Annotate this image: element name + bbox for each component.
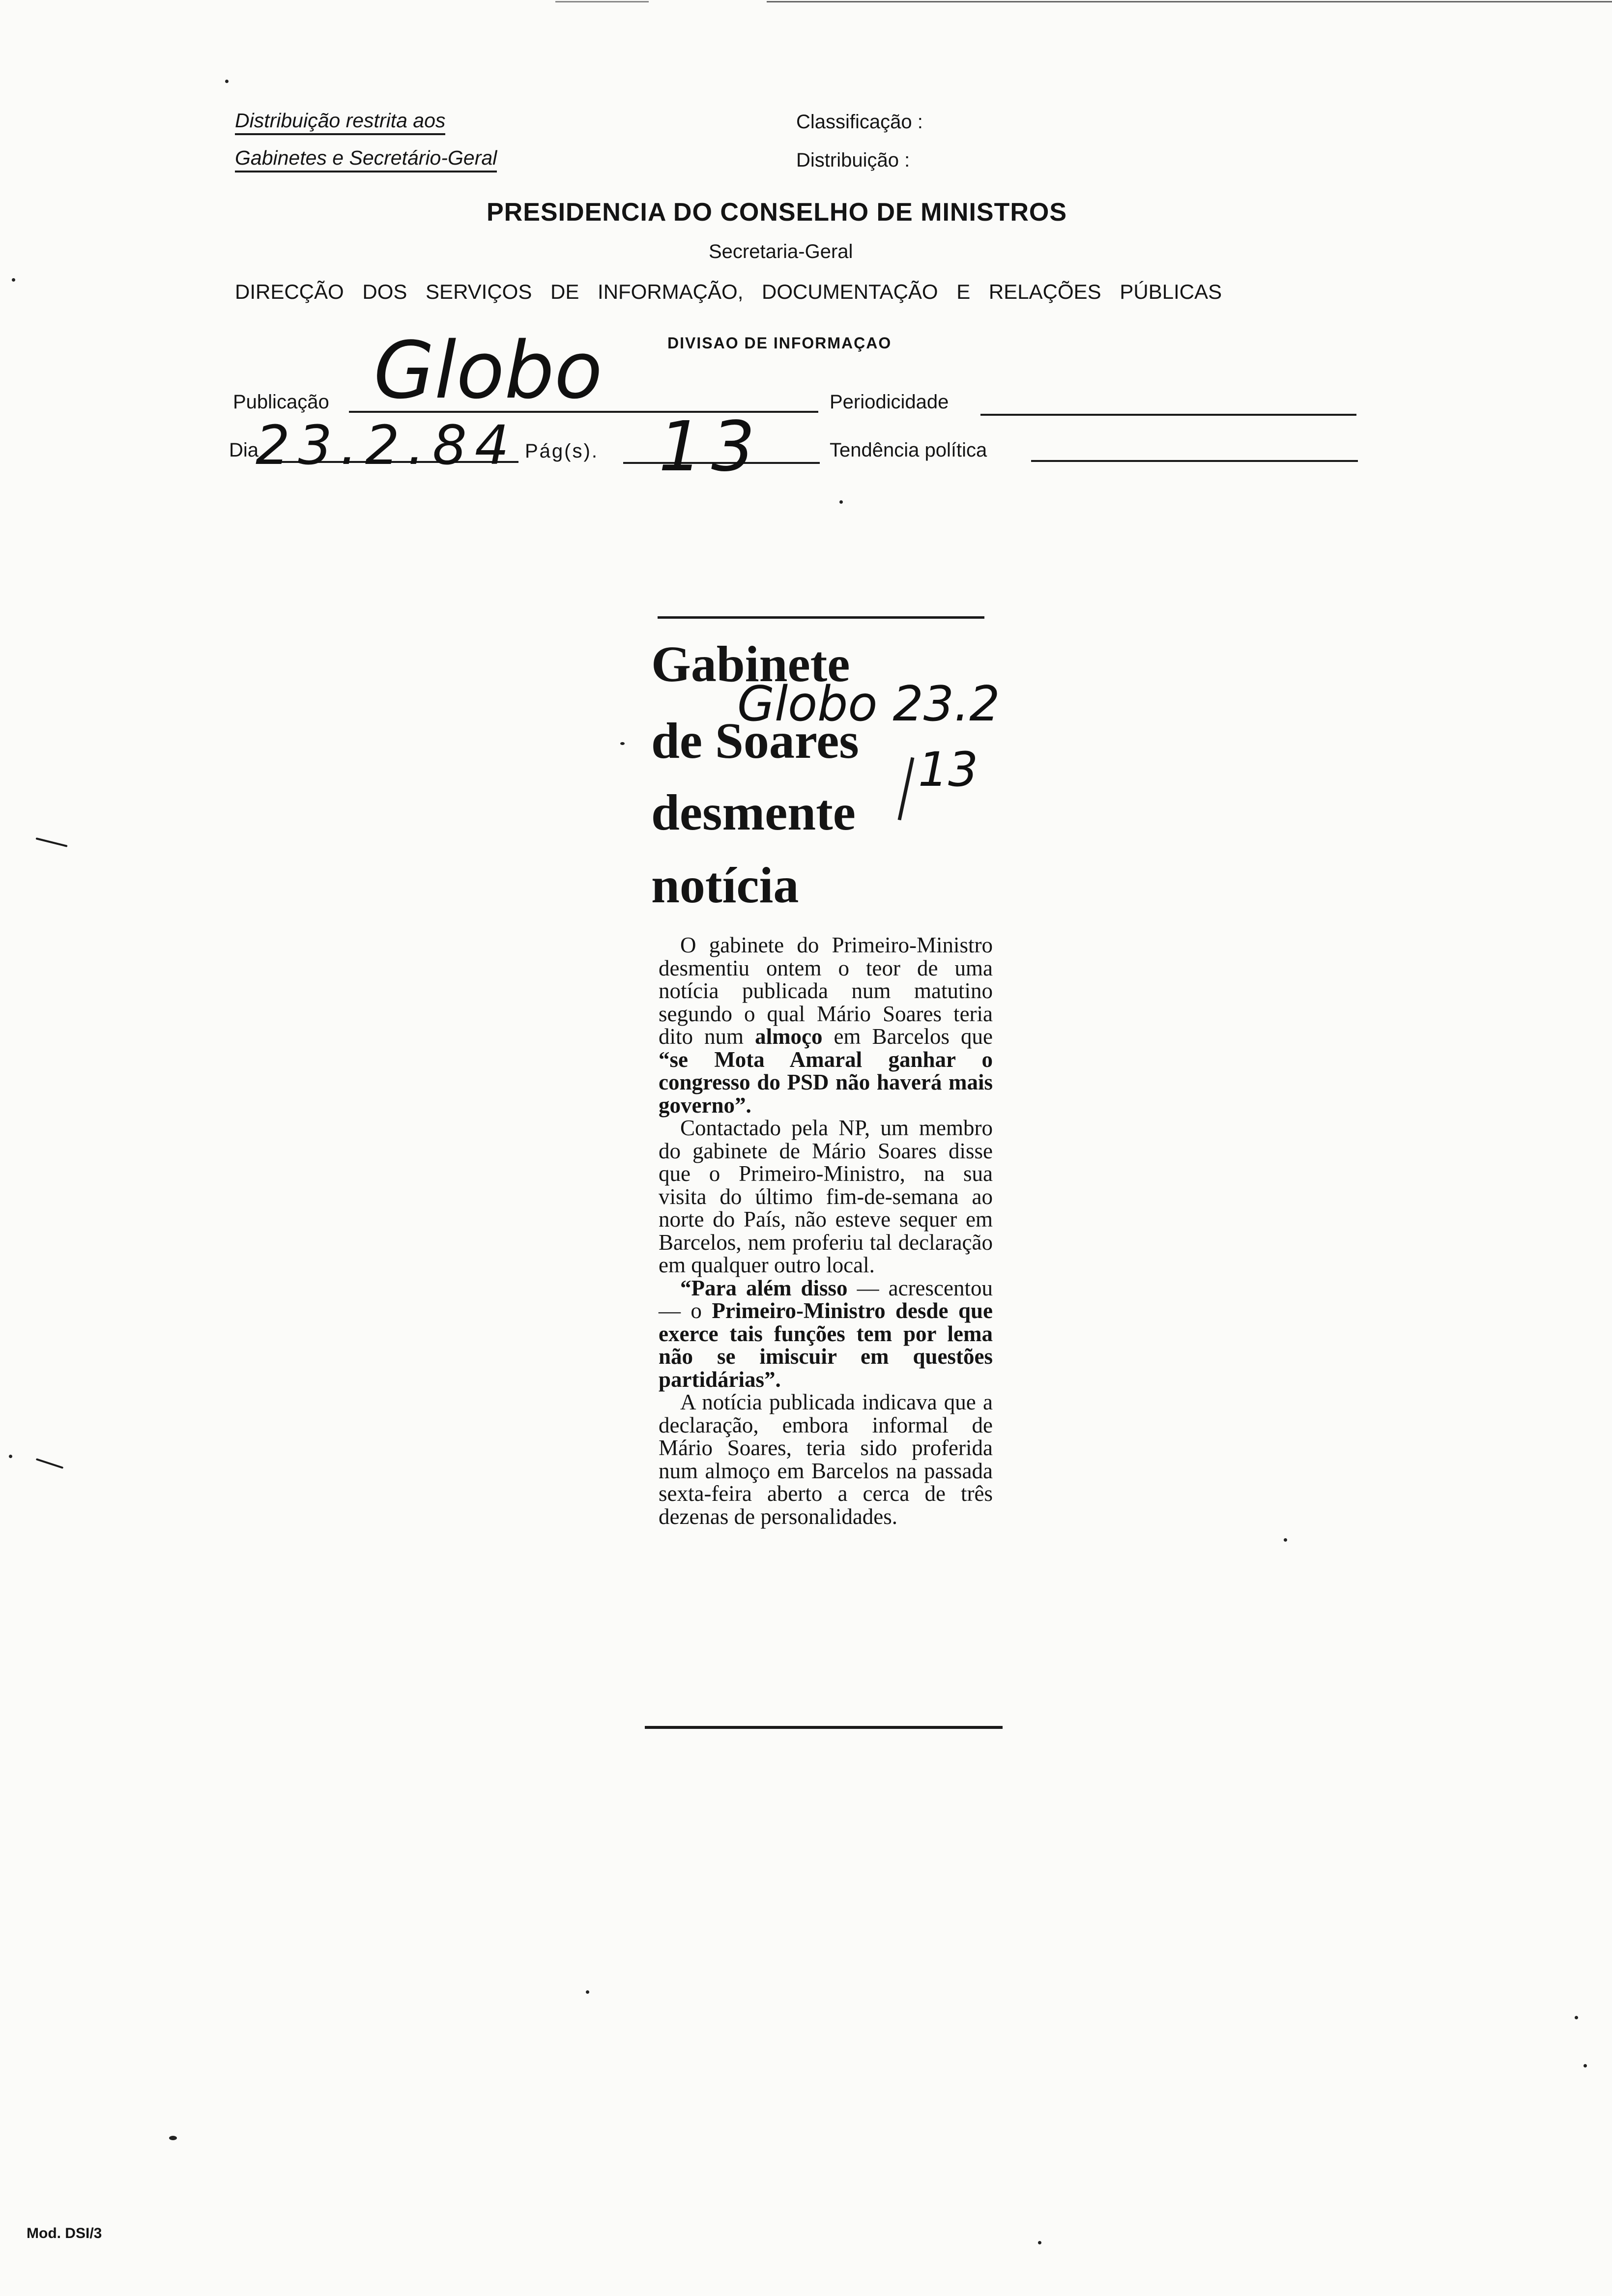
headline-line-4: notícia: [651, 857, 799, 914]
pags-handwritten-value: 13: [659, 407, 764, 487]
scan-speck: [1284, 1538, 1287, 1542]
publicacao-handwritten-value: Globo: [374, 324, 603, 416]
clipping-top-rule: [658, 616, 984, 619]
headline-line-1: Gabinete: [651, 636, 850, 692]
form-model-code: Mod. DSI/3: [27, 2225, 102, 2241]
scan-edge-line-left: [555, 1, 649, 2]
handwritten-annotation-page: 13: [918, 742, 979, 797]
article-p1-text: O gabinete do Primeiro-Ministro desmentiu ontem o teor de uma notícia publicada num matutino segundo o qual Mário Soares teria dito num: [659, 933, 993, 1049]
tendencia-field-line: [1031, 460, 1358, 462]
scan-edge-line-right: [767, 1, 1612, 2]
classificacao-label: Classificação :: [796, 111, 923, 133]
scan-speck: [1038, 2241, 1041, 2244]
scan-speck: [225, 80, 229, 83]
headline-line-3: desmente: [651, 784, 856, 841]
article-p3-quote-end: Primeiro-Ministro desde que exerce tais funções tem por lema não se imiscuir em questões partidárias”.: [659, 1298, 993, 1392]
scan-speck: [586, 1990, 589, 1994]
margin-mark: [36, 1458, 63, 1469]
article-body: [659, 934, 993, 1528]
distribution-restricted-line2: Gabinetes e Secretário-Geral: [235, 146, 497, 172]
scan-speck: [12, 278, 15, 282]
clipping-bottom-rule: [645, 1726, 1003, 1729]
secretariat-title: Secretaria-Geral: [709, 241, 853, 262]
article-p1-bold-word: almoço: [755, 1024, 823, 1049]
article-p3-text: — acrescentou — o: [659, 1275, 993, 1323]
margin-mark: [35, 837, 67, 847]
scan-speck: [169, 2136, 177, 2140]
distribuicao-label: Distribuição :: [796, 149, 910, 171]
ministry-title: PRESIDENCIA DO CONSELHO DE MINISTROS: [487, 198, 1067, 227]
publicacao-label: Publicação: [233, 391, 329, 413]
dia-handwritten-value: 23.2.84: [256, 414, 517, 477]
periodicidade-label: Periodicidade: [830, 391, 949, 413]
article-paragraph-4: A notícia publicada indicava que a declaração, embora informal de Mário Soares, teria sido proferida num almoço em Barcelos na passada sexta-feira aberto a cerca de três dezenas de personalidades.: [659, 1390, 993, 1529]
tendencia-label: Tendência política: [830, 439, 987, 461]
pags-label: Pág(s).: [525, 440, 599, 462]
distribution-restricted-line1: Distribuição restrita aos: [235, 109, 445, 135]
dia-label: Dia: [229, 439, 259, 461]
scan-speck: [1583, 2064, 1587, 2067]
handwritten-annotation-publication-date: Globo 23.2: [737, 676, 1000, 732]
scan-speck: [9, 1455, 12, 1458]
article-paragraph-2: Contactado pela NP, um membro do gabinete de Mário Soares disse que o Primeiro-Ministro, na sua visita do último fim-de-semana ao norte do País, não esteve sequer em Barcelos, nem proferiu tal declaração em qualquer outro local.: [659, 1116, 993, 1277]
scan-speck: [1575, 2016, 1578, 2019]
periodicidade-field-line: [980, 414, 1356, 416]
article-p1-quote: “se Mota Amaral ganhar o congresso do PSD não haverá mais governo”.: [659, 1047, 993, 1118]
article-p1-text-2: em Barcelos que: [822, 1024, 993, 1049]
division-title: DIVISAO DE INFORMAÇAO: [667, 334, 892, 352]
scan-speck: [620, 742, 625, 745]
article-paragraph-1: [659, 934, 993, 1117]
directorate-title: DIRECÇÃO DOS SERVIÇOS DE INFORMAÇÃO, DOCUMENTAÇÃO E RELAÇÕES PÚBLICAS: [235, 280, 1222, 303]
headline-line-2: de Soares: [651, 713, 859, 769]
article-paragraph-3: [659, 1277, 993, 1391]
article-p3-quote-start: “Para além disso: [680, 1275, 848, 1300]
scan-speck: [839, 500, 843, 504]
